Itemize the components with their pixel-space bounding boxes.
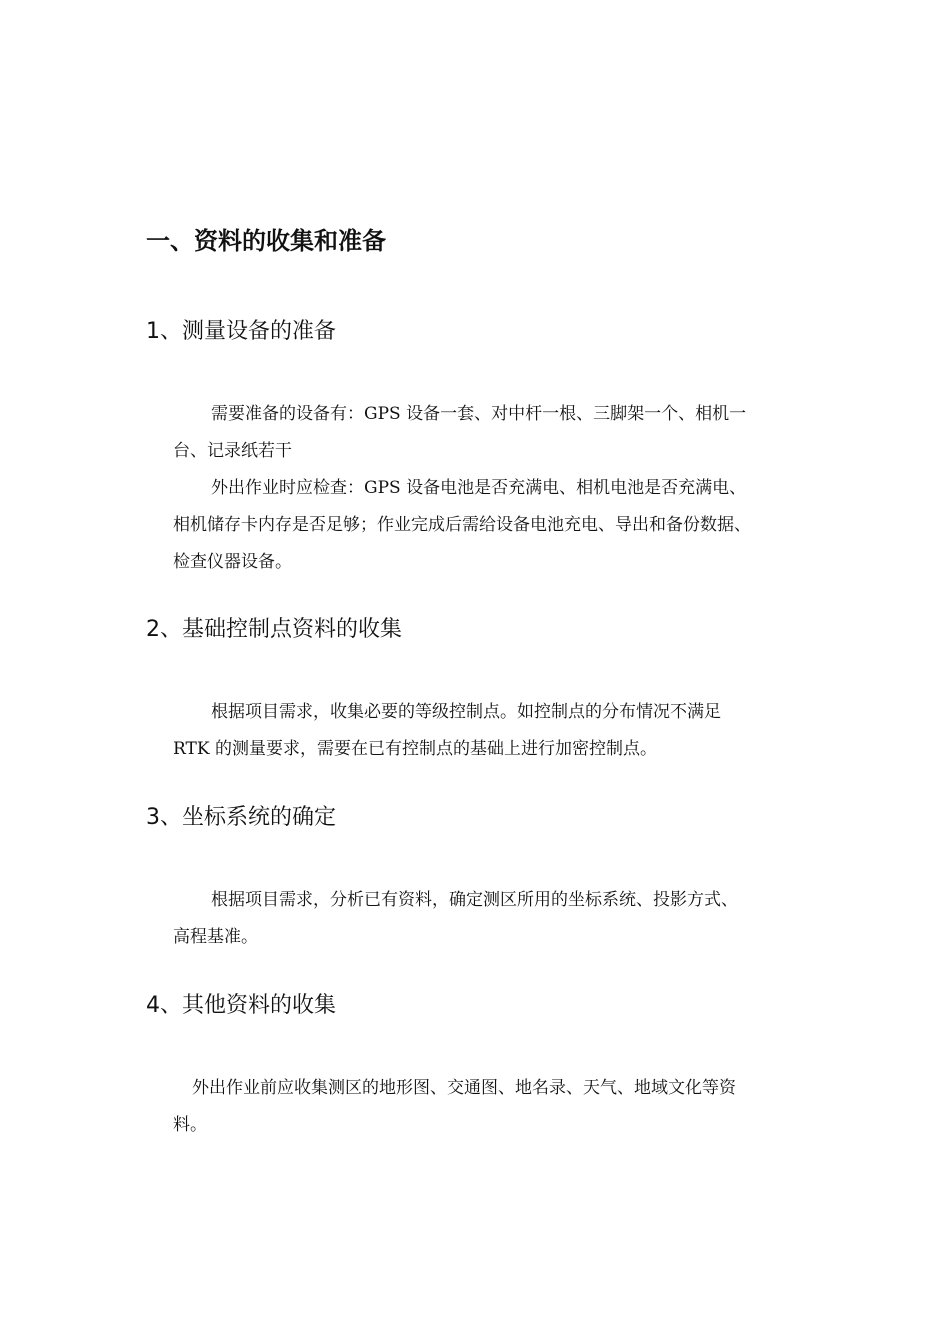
section-3-line-1: 根据项目需求，分析已有资料，确定测区所用的坐标系统、投影方式、 xyxy=(211,890,738,910)
section-4-title: 4、其他资料的收集 xyxy=(146,993,336,1018)
section-1-line-3: 外出作业时应检查：GPS 设备电池是否充满电、相机电池是否充满电、 xyxy=(211,478,747,498)
section-1-title: 1、测量设备的准备 xyxy=(146,319,336,344)
section-2-title: 2、基础控制点资料的收集 xyxy=(146,617,402,642)
section-4-line-1: 外出作业前应收集测区的地形图、交通图、地名录、天气、地域文化等资 xyxy=(192,1078,736,1098)
section-2-line-2: RTK 的测量要求，需要在已有控制点的基础上进行加密控制点。 xyxy=(173,739,657,759)
main-heading: 一、资料的收集和准备 xyxy=(146,227,386,255)
section-1-line-2: 台、记录纸若干 xyxy=(173,441,292,461)
section-2-line-1: 根据项目需求，收集必要的等级控制点。如控制点的分布情况不满足 xyxy=(211,702,721,722)
section-1-line-4: 相机储存卡内存是否足够；作业完成后需给设备电池充电、导出和备份数据、 xyxy=(173,515,751,535)
section-1-line-5: 检查仪器设备。 xyxy=(173,552,292,572)
section-3-line-2: 高程基准。 xyxy=(173,927,258,947)
section-3-title: 3、坐标系统的确定 xyxy=(146,805,336,830)
section-1-line-1: 需要准备的设备有：GPS 设备一套、对中杆一根、三脚架一个、相机一 xyxy=(211,404,747,424)
section-4-line-2: 料。 xyxy=(173,1115,207,1135)
